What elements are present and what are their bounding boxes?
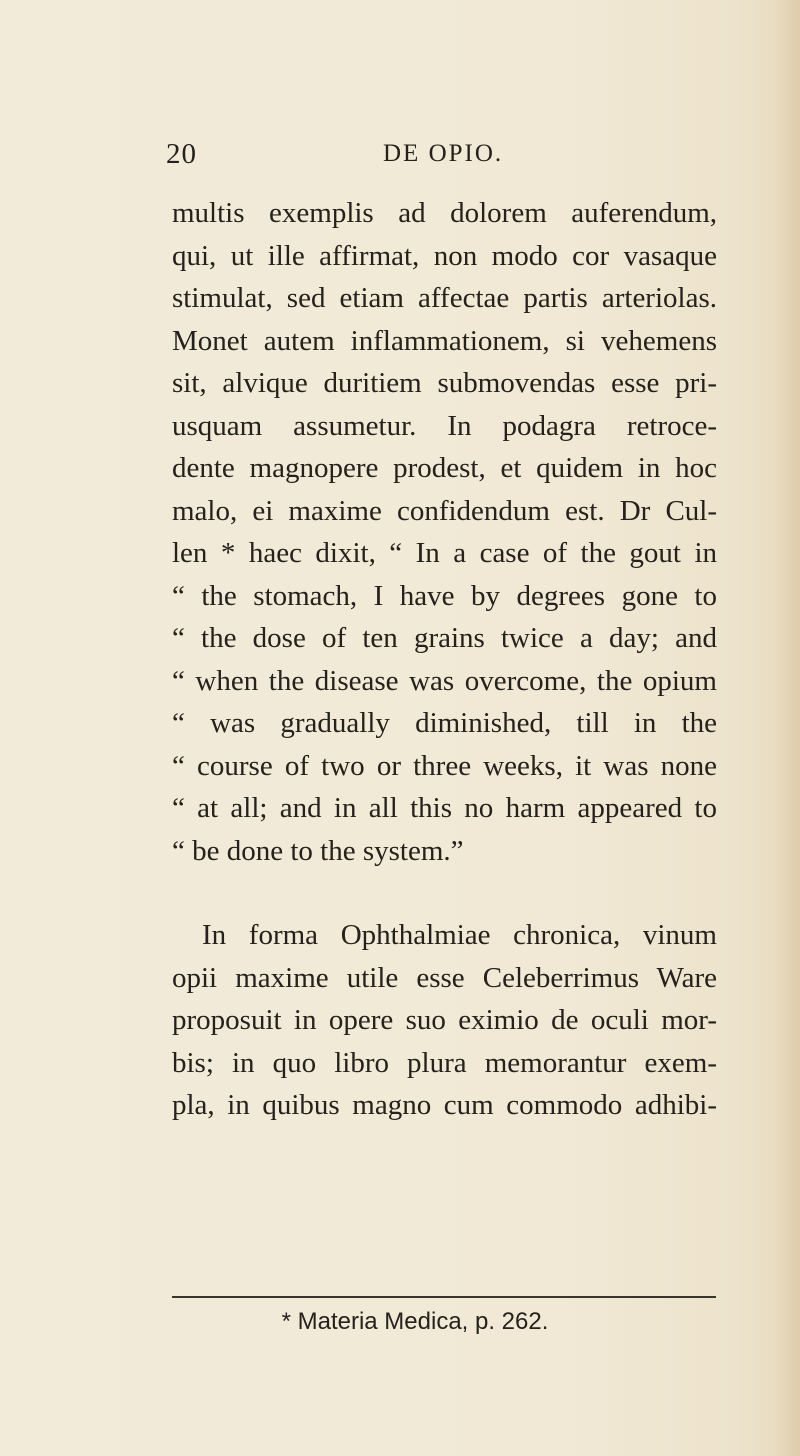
text-line: “ be done to the system.” (172, 834, 464, 867)
text-line: bis; in quo libro plura memorantur exem- (172, 1046, 717, 1079)
text-line: Monet autem inflammationem, si vehemens (172, 324, 717, 357)
paragraph-2 (172, 914, 717, 1127)
text-line: “ was gradually diminished, till in the (172, 707, 717, 739)
text-line: sit, alvique duritiem submovendas esse pri- (172, 367, 717, 399)
text-line: opii maxime utile esse Celeberrimus Ware (172, 961, 717, 994)
text-line: len * haec dixit, “ In a case of the gout in (172, 537, 717, 569)
text-line: pla, in quibus magno cum commodo adhibi- (172, 1089, 717, 1121)
footnote-rule (172, 1296, 716, 1298)
text-line: usquam assumetur. In podagra retroce- (172, 409, 717, 442)
text-line: dente magnopere prodest, et quidem in hoc (172, 452, 717, 484)
text-line: proposuit in opere suo eximio de oculi mor- (172, 1004, 717, 1036)
page-header (0, 138, 800, 178)
paragraph-gap (172, 872, 717, 914)
text-line: qui, ut ille affirmat, non modo cor vasaque (172, 239, 717, 272)
text-line: “ the dose of ten grains twice a day; and (172, 622, 717, 654)
text-line: “ at all; and in all this no harm appeared to (172, 792, 717, 824)
footnote: * Materia Medica, p. 262. (281, 1308, 549, 1335)
text-line: “ when the disease was overcome, the opium (172, 664, 717, 697)
text-line: malo, ei maxime confidendum est. Dr Cul- (172, 494, 717, 527)
text-line: multis exemplis ad dolorem auferendum, (172, 197, 717, 229)
text-line: “ the stomach, I have by degrees gone to (172, 579, 717, 612)
page-number: 20 (166, 138, 197, 170)
text-line: stimulat, sed etiam affectae partis arteriolas. (172, 282, 717, 314)
body-text (172, 192, 717, 1127)
text-line: In forma Ophthalmiae chronica, vinum (202, 919, 717, 951)
page-edge-shadow (774, 0, 800, 1456)
paragraph-1 (172, 192, 717, 872)
running-head: DE OPIO. (383, 140, 504, 167)
text-line: “ course of two or three weeks, it was none (172, 749, 717, 782)
